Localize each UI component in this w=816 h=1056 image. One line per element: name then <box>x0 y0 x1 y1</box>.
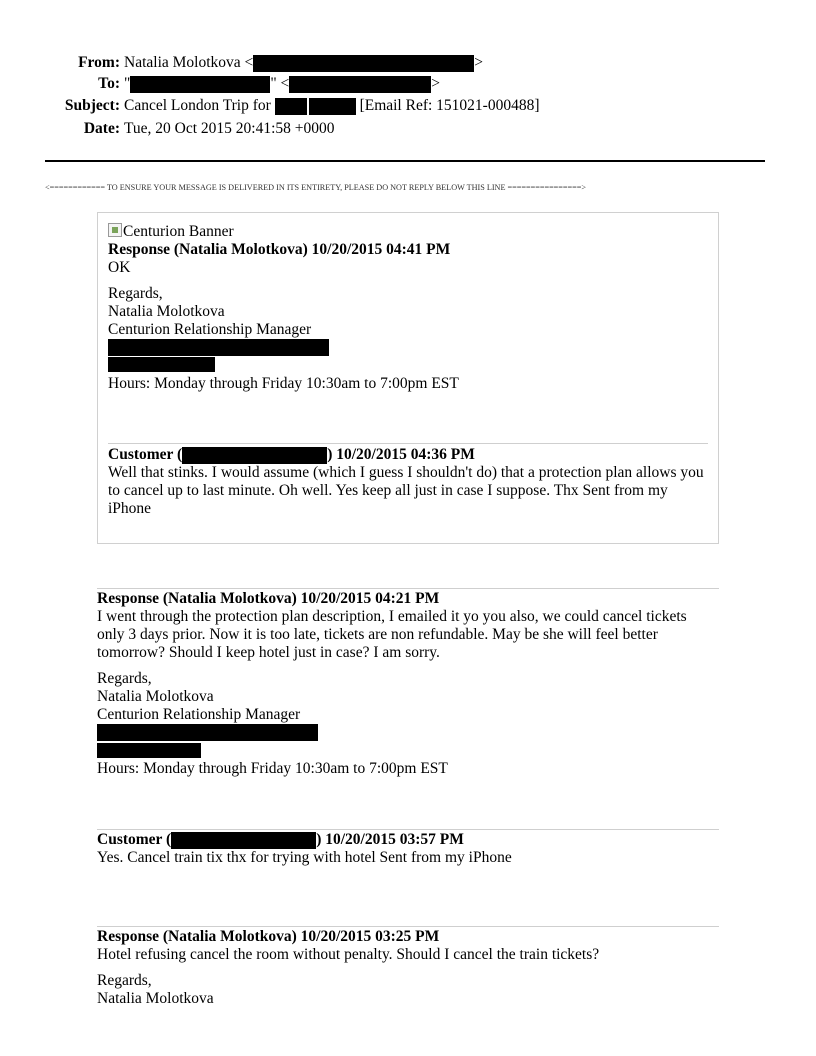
header-divider <box>45 160 765 162</box>
to-quote-open: " <box>124 75 131 92</box>
signature-name: Natalia Molotkova <box>108 303 225 320</box>
signature-name: Natalia Molotkova <box>97 688 214 705</box>
redacted-name <box>275 98 307 115</box>
message-body: Yes. Cancel train tix thx for trying with hotel Sent from my iPhone <box>97 849 512 866</box>
customer-label: Customer ( <box>108 446 183 463</box>
message-header <box>108 446 475 464</box>
redacted-email <box>289 76 431 93</box>
from-label: From: <box>78 54 120 71</box>
redacted-contact <box>108 339 329 356</box>
message-body: I went through the protection plan description, I emailed it yo you also, we could cancel tickets only 3 days prior. Now it is too late, tickets are non refundable. May be she will feel better tomorrow? Should I keep hotel just in case? I am sorry. <box>97 608 687 661</box>
message-timestamp: ) 10/20/2015 04:36 PM <box>327 446 475 463</box>
message-header: Response (Natalia Molotkova) 10/20/2015 04:21 PM <box>97 590 440 607</box>
message-body: Hotel refusing cancel the room without penalty. Should I cancel the train tickets? <box>97 946 600 963</box>
message-header: Response (Natalia Molotkova) 10/20/2015 04:41 PM <box>108 241 451 258</box>
to-value <box>124 74 440 94</box>
message-separator <box>97 588 719 589</box>
date-label: Date: <box>83 120 120 137</box>
subject-label: Subject: <box>64 97 120 114</box>
banner-alt-text: Centurion Banner <box>123 223 234 240</box>
message-body: Well that stinks. I would assume (which I guess I shouldn't do) that a protection plan allows you to cancel up to last minute. Oh well. Yes keep all just in case I suppose. Thx Sent from my iPhone <box>108 464 704 517</box>
signature-regards: Regards, <box>97 670 152 687</box>
broken-image-icon <box>108 223 122 237</box>
message-timestamp: ) 10/20/2015 03:57 PM <box>316 831 464 848</box>
message-header: Response (Natalia Molotkova) 10/20/2015 03:25 PM <box>97 928 440 945</box>
subject-text: Cancel London Trip for <box>124 97 271 114</box>
redacted-contact <box>108 357 215 372</box>
redacted-customer <box>171 832 316 849</box>
to-end: > <box>431 75 441 92</box>
redacted-contact <box>97 724 318 741</box>
date-value: Tue, 20 Oct 2015 20:41:58 +0000 <box>124 120 335 137</box>
redacted-name <box>309 98 356 115</box>
to-label: To: <box>98 75 120 92</box>
signature-regards: Regards, <box>97 972 152 989</box>
from-name: Natalia Molotkova < <box>124 54 254 71</box>
redacted-customer <box>182 447 327 464</box>
reply-notice: <============ TO ENSURE YOUR MESSAGE IS DELIVERED IN ITS ENTIRETY, PLEASE DO NOT REPLY BELOW THIS LINE ================> <box>45 183 587 192</box>
to-quote-mid: " < <box>270 75 290 92</box>
signature-title: Centurion Relationship Manager <box>108 321 312 338</box>
subject-value <box>124 96 540 116</box>
message-separator <box>97 829 719 830</box>
signature-title: Centurion Relationship Manager <box>97 706 301 723</box>
message-header <box>97 831 464 849</box>
from-value <box>124 53 483 73</box>
centurion-banner <box>108 223 234 241</box>
subject-ref: [Email Ref: 151021-000488] <box>359 97 540 114</box>
signature-hours: Hours: Monday through Friday 10:30am to 7:00pm EST <box>97 760 448 777</box>
message-separator <box>97 926 719 927</box>
signature-regards: Regards, <box>108 285 163 302</box>
from-end: > <box>474 54 484 71</box>
signature-hours: Hours: Monday through Friday 10:30am to 7:00pm EST <box>108 375 459 392</box>
signature-name: Natalia Molotkova <box>97 990 214 1007</box>
message-separator <box>108 443 708 444</box>
redacted-contact <box>97 743 201 758</box>
redacted-email <box>253 55 474 72</box>
message-body: OK <box>108 259 131 276</box>
customer-label: Customer ( <box>97 831 172 848</box>
redacted-name <box>130 76 270 93</box>
